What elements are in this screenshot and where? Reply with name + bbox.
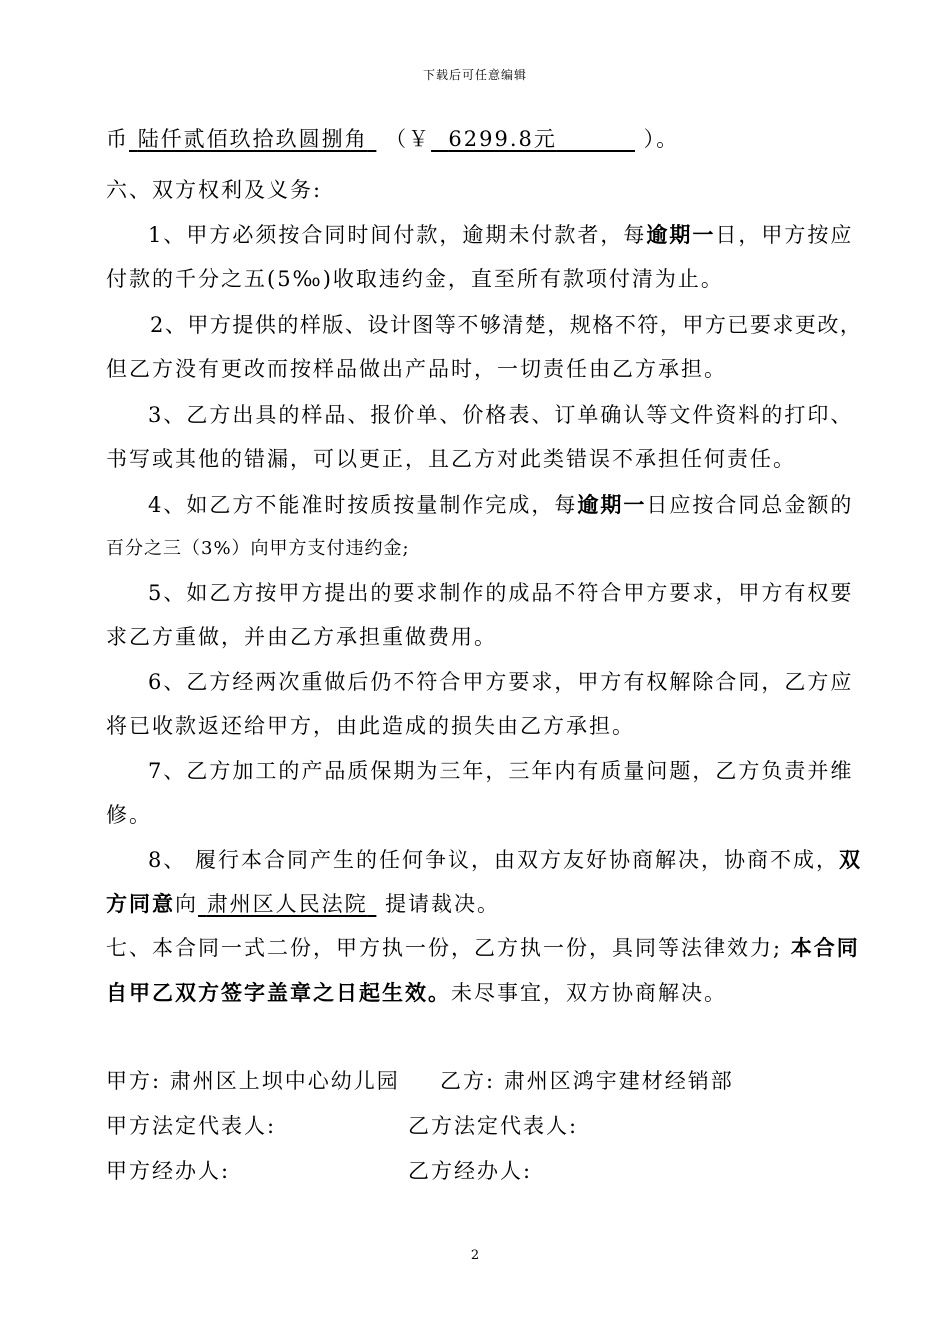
item-1-line-1: 1、甲方必须按合同时间付款，逾期未付款者，每逾期一日，甲方按应 <box>148 222 854 247</box>
item-3-line-1: 3、乙方出具的样品、报价单、价格表、订单确认等文件资料的打印、 <box>148 403 854 427</box>
page-header: 下载后可任意编辑 <box>422 68 527 82</box>
item-8-bold-2: 方同意 <box>106 891 175 916</box>
party-b: 乙方: 肃州区鸿宇建材经销部 <box>440 1069 734 1093</box>
item-4-line-2: 百分之三（3%）向甲方支付违约金; <box>106 538 410 559</box>
party-b-agent: 乙方经办人: <box>408 1159 533 1183</box>
section-7-bold-2: 自甲乙双方签字盖章之日起生效。 <box>106 980 451 1005</box>
item-8-line-2: 方同意向 肃州区人民法院 提请裁决。 <box>106 891 501 916</box>
item-5-line-1: 5、如乙方按甲方提出的要求制作的成品不符合甲方要求，甲方有权要 <box>148 581 854 605</box>
item-2-line-2: 但乙方没有更改而按样品做出产品时，一切责任由乙方承担。 <box>106 357 727 381</box>
amount-line <box>106 124 850 154</box>
item-8-bold-1: 双 <box>839 847 863 872</box>
amount-number: 6299.8元 <box>448 127 557 151</box>
section-7-line-2: 自甲乙双方签字盖章之日起生效。未尽事宜，双方协商解决。 <box>106 980 727 1005</box>
party-a-agent: 甲方经办人: <box>106 1159 231 1183</box>
item-6-line-2: 将已收款返还给甲方，由此造成的损失由乙方承担。 <box>106 714 635 738</box>
currency-prefix: 币 <box>106 127 129 151</box>
item-5-line-2: 求乙方重做，并由乙方承担重做费用。 <box>106 625 497 649</box>
item-7-line-2: 修。 <box>106 803 152 827</box>
item-1-bold: 逾期一 <box>646 222 716 247</box>
item-1-line-2: 付款的千分之五(5‰)收取违约金，直至所有款项付清为止。 <box>106 267 724 291</box>
party-a-representative: 甲方法定代表人: <box>106 1114 277 1138</box>
party-b-representative: 乙方法定代表人: <box>408 1114 579 1138</box>
amount-in-words: 陆仟贰佰玖拾玖圆捌角 <box>137 127 368 151</box>
item-4-line-1: 4、如乙方不能准时按质按量制作完成，每逾期一日应按合同总金额的 <box>148 492 854 517</box>
item-2-line-1: 2、甲方提供的样版、设计图等不够清楚，规格不符，甲方已要求更改， <box>150 313 863 337</box>
item-8-line-1: 8、 履行本合同产生的任何争议，由双方友好协商解决，协商不成，双 <box>148 847 863 872</box>
section-6-title: 六、双方权利及义务: <box>106 178 323 202</box>
amount-open: （￥ <box>385 127 432 151</box>
item-6-line-1: 6、乙方经两次重做后仍不符合甲方要求，甲方有权解除合同，乙方应 <box>148 670 854 694</box>
item-4-bold: 逾期一 <box>577 492 647 517</box>
court-name: 肃州区人民法院 <box>206 892 368 916</box>
amount-close: ）。 <box>643 127 680 151</box>
section-7-bold-1: 本合同 <box>790 935 860 960</box>
item-7-line-1: 7、乙方加工的产品质保期为三年，三年内有质量问题，乙方负责并维 <box>148 759 854 783</box>
item-3-line-2: 书写或其他的错漏，可以更正，且乙方对此类错误不承担任何责任。 <box>106 447 796 471</box>
section-7-line-1: 七、本合同一式二份，甲方执一份，乙方执一份，具同等法律效力; 本合同 <box>106 935 860 960</box>
page-number: 2 <box>470 1248 480 1263</box>
party-a: 甲方: 肃州区上坝中心幼儿园 <box>106 1069 400 1093</box>
